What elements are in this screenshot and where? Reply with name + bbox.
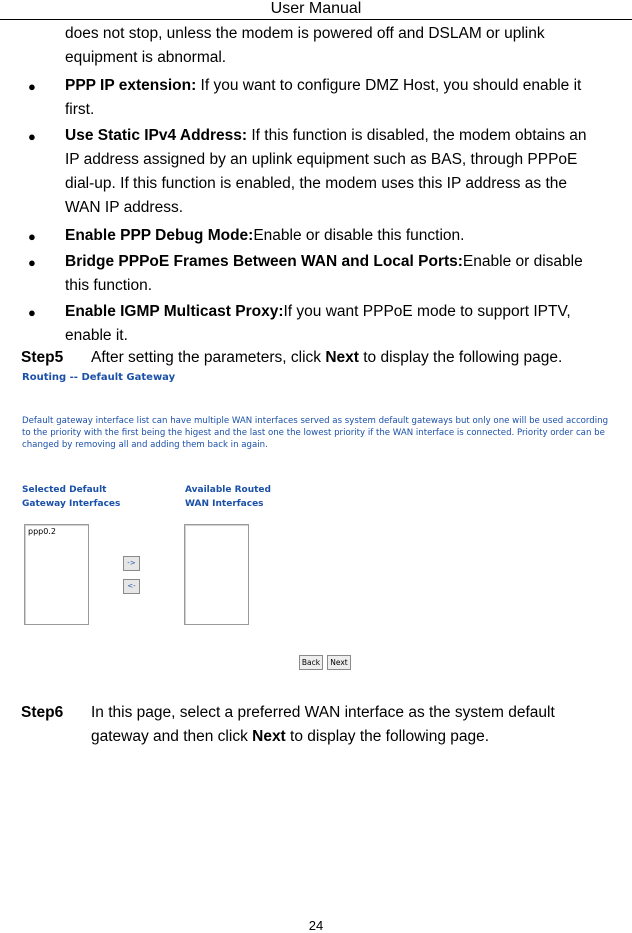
bullet-ppp-ip-extension xyxy=(65,74,627,122)
step5-pre: After setting the parameters, click xyxy=(91,349,326,366)
step6-label: Step6 xyxy=(21,704,64,721)
available-wan-label xyxy=(185,483,271,511)
bullet-icon: ● xyxy=(28,229,36,244)
next-button[interactable]: Next xyxy=(327,655,351,670)
move-left-button[interactable]: <- xyxy=(123,579,140,594)
bullet-continuation: first. xyxy=(65,101,95,118)
step6-pre: gateway and then click xyxy=(91,728,253,745)
available-label-line-1: Available Routed xyxy=(185,485,271,495)
bullet-icon: ● xyxy=(28,79,36,94)
bullet-continuation: WAN IP address. xyxy=(65,199,184,216)
bullet-label: Enable PPP Debug Mode: xyxy=(65,227,254,244)
available-label-line-2: WAN Interfaces xyxy=(185,499,264,509)
routing-description: Default gateway interface list can have multiple WAN interfaces served as system default gateways but only one will be used according to the priority with the first being the higest and the last one the lowest priority if the WAN interface is connected. Priority order can be changed by removing all and adding them back in again. xyxy=(22,416,609,450)
intro-line-2: equipment is abnormal. xyxy=(65,49,227,66)
page-number: 24 xyxy=(308,918,324,933)
step5-post: to display the following page. xyxy=(358,349,563,366)
selected-label-line-1: Selected Default xyxy=(22,485,107,495)
bullet-icon: ● xyxy=(28,255,36,270)
bullet-text: Enable or disable this function. xyxy=(253,227,465,244)
available-wan-listbox[interactable] xyxy=(184,524,249,625)
bullet-static-ipv4 xyxy=(65,124,627,220)
step6-post: to display the following page. xyxy=(285,728,490,745)
back-button[interactable]: Back xyxy=(299,655,323,670)
bullet-text: If you want to configure DMZ Host, you should enable it xyxy=(196,77,582,94)
bullet-label: PPP IP extension: xyxy=(65,77,197,94)
bullet-bridge-pppoe xyxy=(65,250,627,298)
header-title: User Manual xyxy=(270,0,362,17)
bullet-label: Use Static IPv4 Address: xyxy=(65,127,248,144)
step5-next: Next xyxy=(325,349,359,366)
step6-line-2 xyxy=(91,725,621,749)
intro-line-1: does not stop, unless the modem is powered off and DSLAM or uplink xyxy=(65,25,545,42)
bullet-continuation: IP address assigned by an uplink equipment such as BAS, through PPPoE xyxy=(65,151,578,168)
routing-screenshot xyxy=(22,372,622,672)
bullet-ppp-debug xyxy=(65,224,627,248)
list-item[interactable]: ppp0.2 xyxy=(28,527,56,536)
step6-line-1: In this page, select a preferred WAN interface as the system default xyxy=(91,704,555,721)
bullet-text: If this function is disabled, the modem obtains an xyxy=(247,127,587,144)
bullet-text: Enable or disable xyxy=(462,253,583,270)
selected-gateways-listbox[interactable] xyxy=(24,524,89,625)
bullet-label: Enable IGMP Multicast Proxy: xyxy=(65,303,284,320)
bullet-icon: ● xyxy=(28,305,36,320)
step6-text xyxy=(91,701,621,749)
routing-title: Routing -- Default Gateway xyxy=(22,372,176,383)
bullet-igmp-proxy xyxy=(65,300,627,348)
step6-next: Next xyxy=(252,728,286,745)
selected-label-line-2: Gateway Interfaces xyxy=(22,499,121,509)
selected-gateways-label xyxy=(22,483,120,511)
step5-text xyxy=(91,346,621,370)
bullet-text: If you want PPPoE mode to support IPTV, xyxy=(283,303,571,320)
step5-label: Step5 xyxy=(21,349,64,366)
bullet-continuation: dial-up. If this function is enabled, the modem uses this IP address as the xyxy=(65,175,568,192)
bullet-continuation: enable it. xyxy=(65,327,128,344)
page-header xyxy=(0,0,632,20)
bullet-continuation: this function. xyxy=(65,277,153,294)
move-right-button[interactable]: -> xyxy=(123,556,140,571)
bullet-label: Bridge PPPoE Frames Between WAN and Local Ports: xyxy=(65,253,463,270)
intro-paragraph xyxy=(65,22,627,70)
bullet-icon: ● xyxy=(28,129,36,144)
